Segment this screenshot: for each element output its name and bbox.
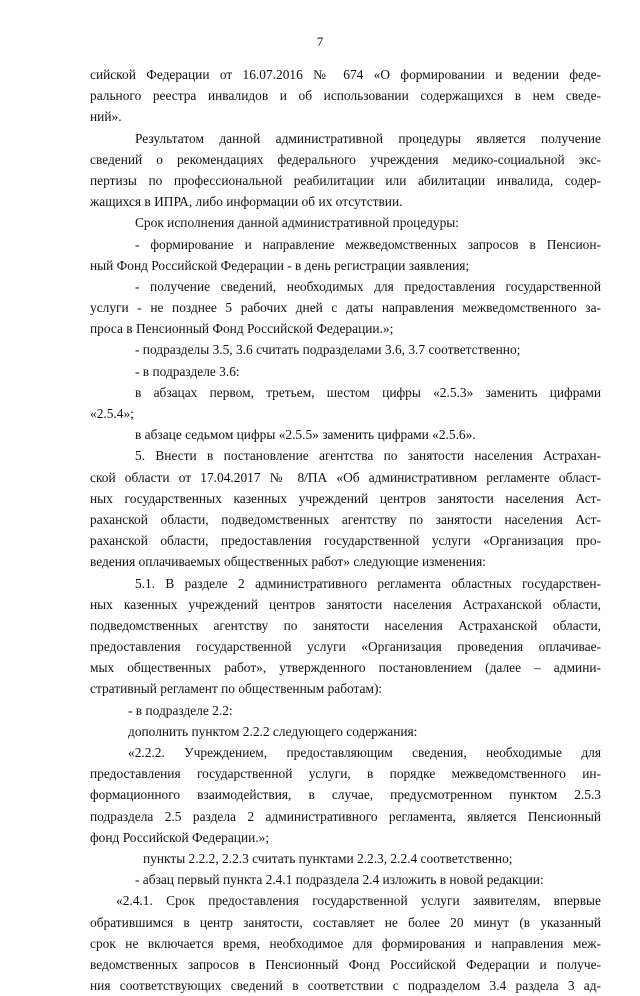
text-line: проса в Пенсионный Фонд Российской Федерации.»;	[90, 321, 394, 337]
text-line: стративный регламент по общественным работам):	[90, 681, 383, 697]
text-line: - подразделы 3.5, 3.6 считать подразделами 3.6, 3.7 соответственно;	[135, 342, 521, 358]
text-line: - в подразделе 2.2:	[128, 702, 233, 718]
text-line: ний».	[90, 109, 122, 125]
text-line: формационного взаимодействия, в случае, предусмотренном пунктом 2.5.3	[90, 787, 601, 803]
text-line: Срок исполнения данной административной процедуры:	[135, 215, 460, 231]
text-line: ный Фонд Российской Федерации - в день регистрации заявления;	[90, 257, 470, 273]
text-line: - получение сведений, необходимых для предоставления государственной	[135, 278, 601, 294]
text-line: «2.5.4»;	[90, 406, 134, 421]
text-line: пункты 2.2.2, 2.2.3 считать пунктами 2.2.3, 2.2.4 соответственно;	[143, 850, 513, 866]
text-line: услуги - не позднее 5 рабочих дней с даты направления межведомственного за-	[90, 300, 601, 316]
text-line: в абзацах первом, третьем, шестом цифры «2.5.3» заменить цифрами	[135, 384, 601, 400]
text-line: предоставления государственной услуги «Организация проведения оплачивае-	[90, 639, 601, 655]
text-line: - в подразделе 3.6:	[135, 363, 240, 379]
text-line: «2.4.1. Срок предоставления государственной услуги заявителям, впервые	[116, 893, 601, 909]
text-line: 5. Внести в постановление агентства по занятости населения Астрахан-	[135, 448, 601, 464]
text-line: ных государственных казенных учреждений центров занятости населения Аст-	[90, 490, 601, 506]
body-text	[90, 64, 601, 996]
text-line: сийской Федерации от 16.07.2016 № 674 «О формировании и ведении феде-	[90, 67, 601, 82]
text-line: обратившимся в центр занятости, составляет не более 20 минут (в указанный	[90, 914, 601, 930]
text-line: предоставления государственной услуги, в порядке межведомственного ин-	[90, 766, 601, 782]
text-line: «2.2.2. Учреждением, предоставляющим сведения, необходимые для	[128, 745, 601, 760]
text-line: раханской области, предоставления государственной услуги «Организация про-	[90, 533, 601, 549]
text-line: - абзац первый пункта 2.4.1 подраздела 2.4 изложить в новой редакции:	[135, 872, 544, 888]
text-line: ведения оплачиваемых общественных работ» следующие изменения:	[90, 554, 486, 570]
text-line: жащихся в ИПРА, либо информации об их отсутствии.	[90, 194, 403, 210]
text-line: в абзаце седьмом цифры «2.5.5» заменить цифрами «2.5.6».	[135, 427, 476, 443]
text-line: сведений о рекомендациях федерального учреждения медико-социальной экс-	[90, 151, 601, 167]
text-line: ведомственных запросов в Пенсионный Фонд Российской Федерации и получе-	[90, 956, 601, 972]
text-line: Результатом данной административной процедуры является получение	[135, 130, 601, 146]
text-line: дополнить пунктом 2.2.2 следующего содержания:	[128, 723, 418, 739]
text-line: мых общественных работ», утвержденного постановлением (далее – админи-	[90, 660, 601, 676]
page-number: 7	[316, 34, 324, 49]
text-line: ния соответствующих сведений в соответствии с подразделом 3.4 раздела 3 ад-	[90, 978, 601, 994]
text-line: пертизы по профессиональной реабилитации или абилитации инвалида, содер-	[90, 172, 601, 188]
text-line: раханской области, подведомственных агентству по занятости населения Аст-	[90, 511, 601, 527]
text-line: рального реестра инвалидов и об использовании содержащихся в нем сведе-	[90, 88, 601, 104]
text-line: 5.1. В разделе 2 административного регламента областных государствен-	[135, 575, 601, 591]
text-line: ской области от 17.04.2017 № 8/ПА «Об административном регламенте област-	[90, 469, 601, 485]
text-line: - формирование и направление межведомственных запросов в Пенсион-	[135, 236, 601, 252]
text-line: ных казенных учреждений центров занятости населения Астраханской области,	[90, 596, 601, 612]
text-line: срок не включается время, необходимое для формирования и направления меж-	[90, 935, 601, 951]
text-line: подраздела 2.5 раздела 2 административного регламента, является Пенсионный	[90, 808, 601, 824]
text-line: фонд Российской Федерации.»;	[90, 829, 270, 845]
text-line: подведомственных агентству по занятости населения Астраханской области,	[90, 617, 601, 633]
